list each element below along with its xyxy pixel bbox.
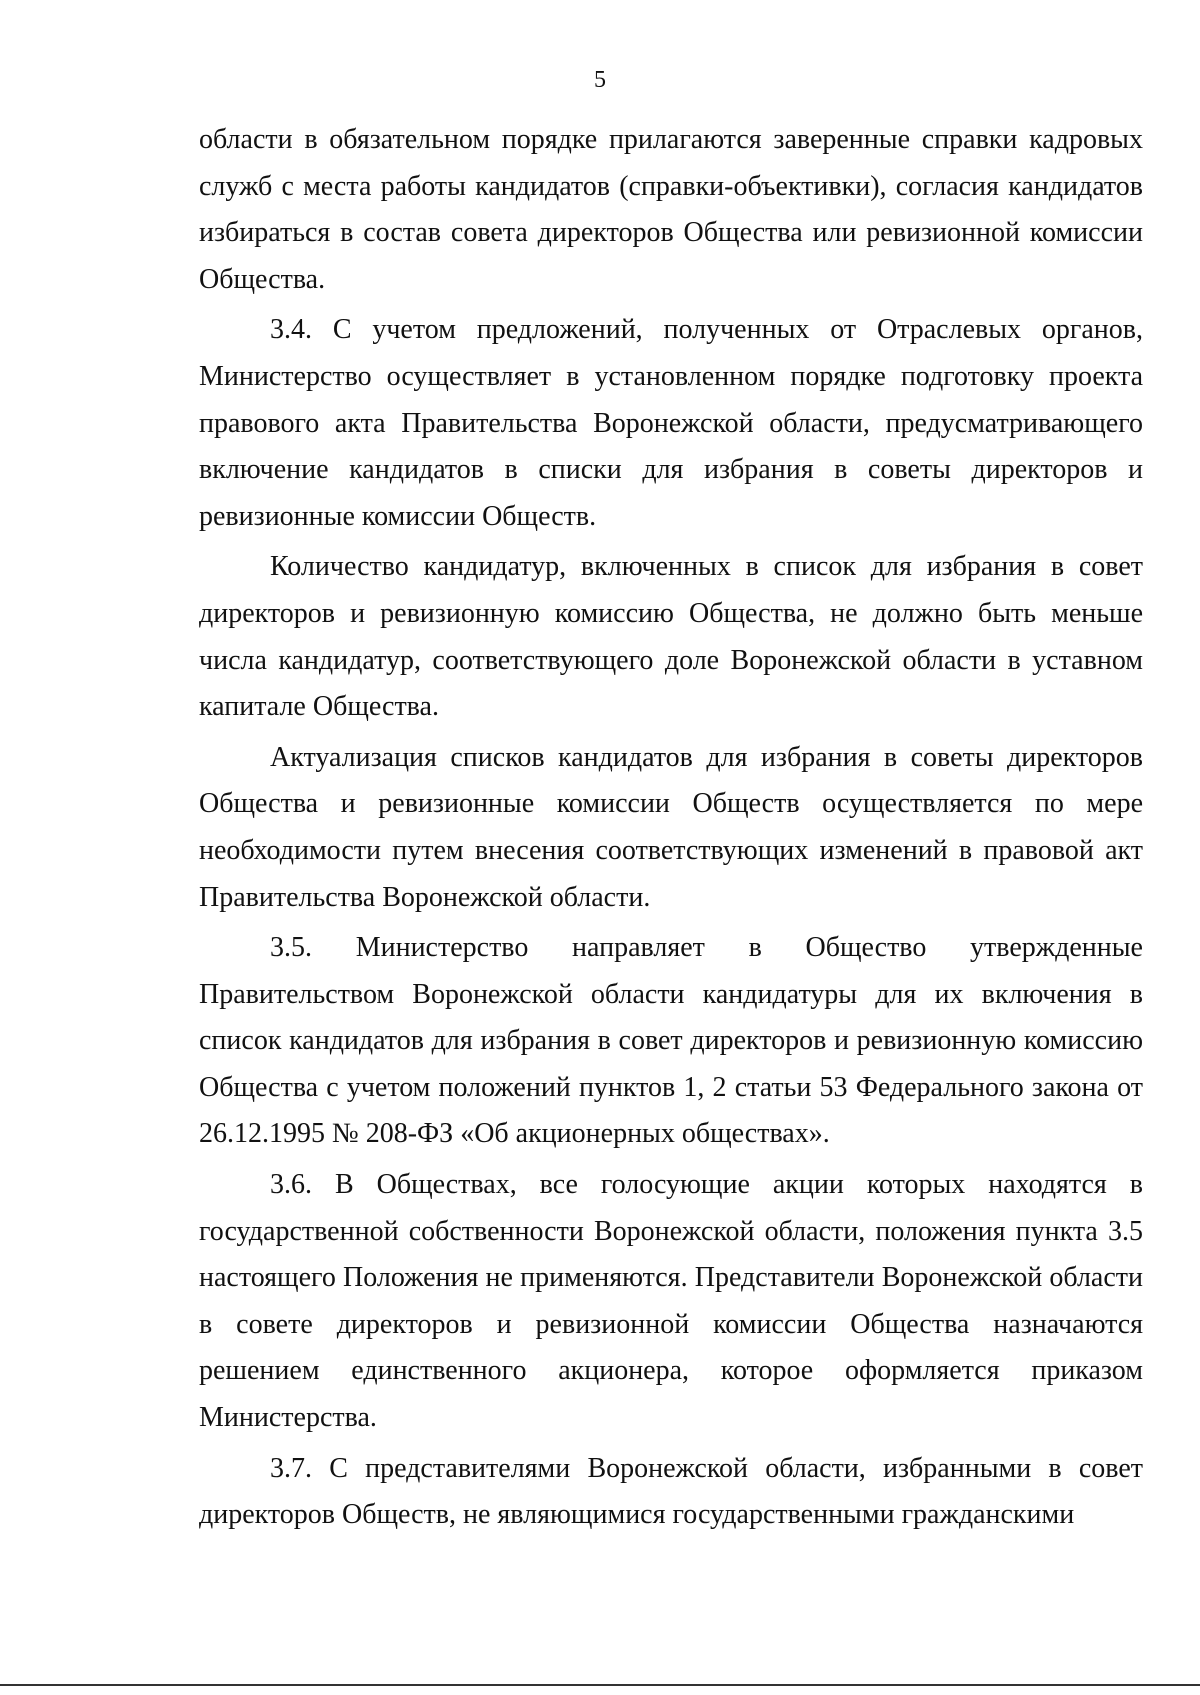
document-body: [199, 117, 1143, 1543]
paragraph-list-update: Актуализация списков кандидатов для избрания в советы директоров Общества и ревизионные комиссии Обществ осуществляется по мере необходимости путем внесения соответствующих изменений в правовой акт Правительства Воронежской области.: [199, 741, 1143, 913]
page-number: 5: [594, 67, 606, 93]
paragraph-3-4: 3.4. С учетом предложений, полученных от Отраслевых органов, Министерство осуществляет в установленном порядке подготовку проекта правового акта Правительства Воронежской области, предусматривающего включение кандидатов в списки для избрания в советы директоров и ревизионные комиссии Обществ.: [199, 314, 1143, 532]
paragraph-3-7: 3.7. С представителями Воронежской области, избранными в совет директоров Обществ, не являющимися государственными гражданскими: [199, 1452, 1143, 1531]
paragraph-3-5: 3.5. Министерство направляет в Общество утвержденные Правительством Воронежской области кандидатуры для их включения в список кандидатов для избрания в совет директоров и ревизионную комиссию Общества с учетом положений пунктов 1, 2 статьи 53 Федерального закона от 26.12.1995 № 208-ФЗ «Об акционерных обществах».: [199, 932, 1143, 1150]
paragraph-3-6: 3.6. В Обществах, все голосующие акции которых находятся в государственной собственности Воронежской области, положения пункта 3.5 настоящего Положения не применяются. Представители Воронежской области в совете директоров и ревизионной комиссии Общества назначаются решением единственного акционера, которое оформляется приказом Министерства.: [199, 1169, 1143, 1434]
footer-rule: [0, 1684, 1200, 1686]
paragraph-continuation: области в обязательном порядке прилагаются заверенные справки кадровых служб с места работы кандидатов (справки-объективки), согласия кандидатов избираться в состав совета директоров Общества или ревизионной комиссии Общества.: [199, 124, 1143, 295]
paragraph-candidate-count: Количество кандидатур, включенных в список для избрания в совет директоров и ревизионную комиссию Общества, не должно быть меньше числа кандидатур, соответствующего доле Воронежской области в уставном капитале Общества.: [199, 551, 1143, 723]
